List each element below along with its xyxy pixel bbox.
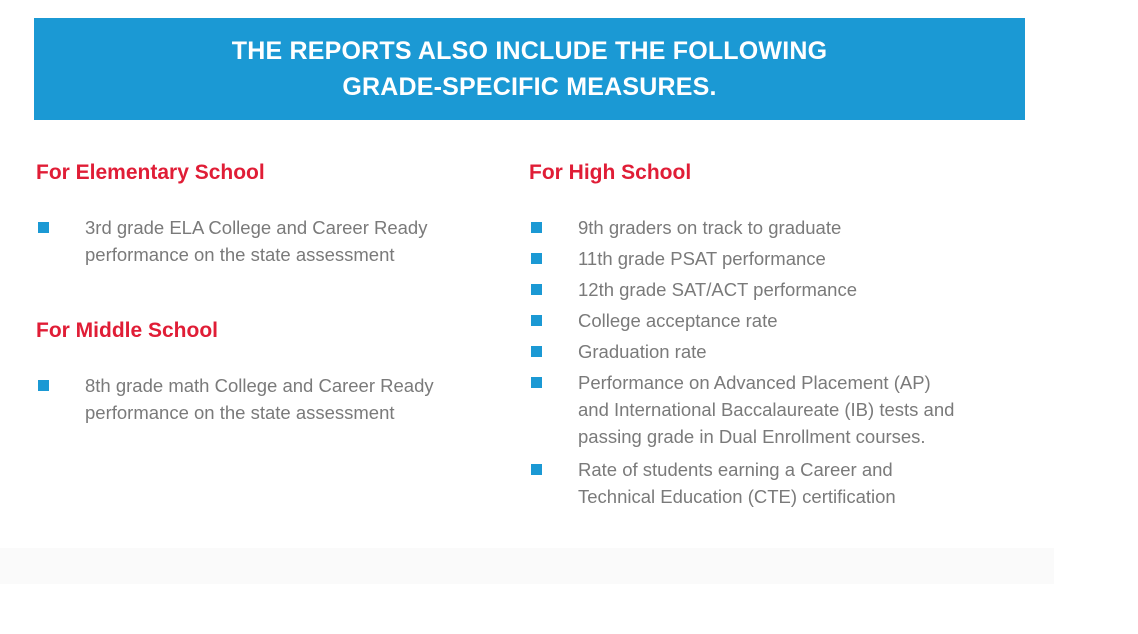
list-item [529, 245, 1029, 272]
square-bullet-icon [531, 377, 542, 388]
list-item-text-line: 3rd grade ELA College and Career Ready [85, 217, 428, 238]
square-bullet-icon [531, 222, 542, 233]
square-bullet-icon [531, 284, 542, 295]
header-banner [34, 18, 1025, 120]
list-item-text-line: performance on the state assessment [85, 402, 395, 423]
square-bullet-icon [531, 346, 542, 357]
elementary-list [36, 214, 506, 268]
list-item-text-line: Rate of students earning a Career and [578, 459, 893, 480]
list-item [529, 214, 1029, 241]
list-item-text-line: 11th grade PSAT performance [578, 248, 826, 269]
list-item-text-line: performance on the state assessment [85, 244, 395, 265]
list-item-text-line: College acceptance rate [578, 310, 778, 331]
list-item-text-line: Technical Education (CTE) certification [578, 486, 896, 507]
left-column [36, 160, 506, 426]
square-bullet-icon [38, 222, 49, 233]
banner-title-line-1: THE REPORTS ALSO INCLUDE THE FOLLOWING [231, 37, 828, 65]
list-item [529, 369, 1029, 450]
list-item-text-line: 8th grade math College and Career Ready [85, 375, 434, 396]
list-item [529, 456, 1029, 510]
square-bullet-icon [531, 464, 542, 475]
list-item [36, 214, 506, 268]
square-bullet-icon [531, 253, 542, 264]
list-item [36, 372, 506, 426]
middle-heading: For Middle School [36, 319, 218, 342]
high-list [529, 214, 1029, 510]
banner-title-line-2: GRADE-SPECIFIC MEASURES. [342, 73, 717, 101]
list-item [529, 276, 1029, 303]
bottom-divider-strip [0, 548, 1054, 584]
square-bullet-icon [38, 380, 49, 391]
list-item [529, 338, 1029, 365]
list-item-text-line: Performance on Advanced Placement (AP) [578, 372, 931, 393]
square-bullet-icon [531, 315, 542, 326]
high-heading: For High School [529, 161, 692, 184]
list-item-text-line: 12th grade SAT/ACT performance [578, 279, 858, 300]
list-item [529, 307, 1029, 334]
elementary-heading: For Elementary School [36, 161, 265, 184]
list-item-text-line: passing grade in Dual Enrollment courses. [578, 426, 926, 447]
list-item-text-line: 9th graders on track to graduate [578, 217, 842, 238]
right-column [529, 160, 1029, 516]
list-item-text-line: Graduation rate [578, 341, 707, 362]
list-item-text-line: and International Baccalaureate (IB) tests and [578, 399, 955, 420]
middle-list [36, 372, 506, 426]
